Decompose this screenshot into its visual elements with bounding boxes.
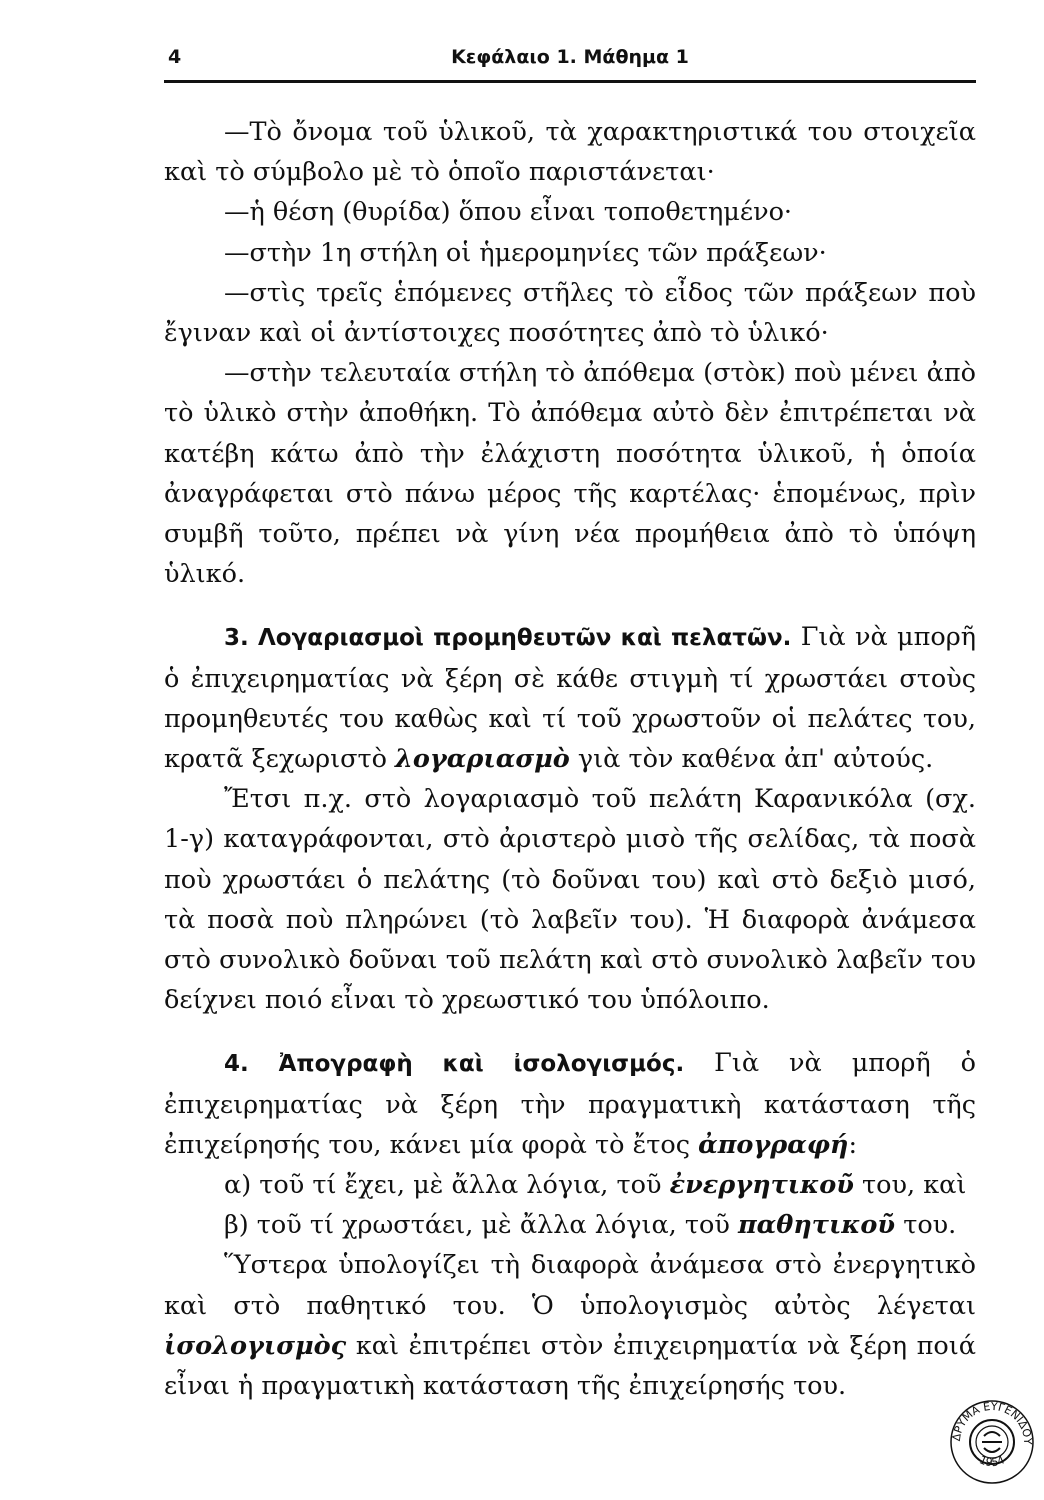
section-3-title: 3. Λογαριασμοὶ προμηθευτῶν καὶ πελατῶν. xyxy=(224,625,792,652)
paragraph-next-columns: —στὶς τρεῖς ἑπόμενες στῆλες τὸ εἶδος τῶν πράξεων ποὺ ἔγιναν καὶ οἱ ἀντίστοιχες ποσότητες ἀπὸ τὸ ὑλικό· xyxy=(164,277,976,349)
section-4-title: 4. Ἀπογραφὴ καὶ ἰσολογισμός. xyxy=(224,1051,685,1078)
paragraph-name-of-material: —Τὸ ὄνομα τοῦ ὑλικοῦ, τὰ χαρακτηριστικά του στοιχεῖα καὶ τὸ σύμβολο μὲ τὸ ὁποῖο παριστάνεται· xyxy=(164,117,976,188)
section-3-paragraph xyxy=(164,617,976,779)
section-4-text-a: Γιὰ νὰ μπορῆ ὁ ἐπιχειρηματίας νὰ ξέρη τὴν πραγματικὴ κατάσταση τῆς ἐπιχείρησής του, κάνει μία φορὰ τὸ ἔτος xyxy=(164,1048,976,1160)
header-rule xyxy=(164,80,976,83)
paragraph-first-column: —στὴν 1η στήλη οἱ ἡμερομηνίες τῶν πράξεων· xyxy=(224,237,827,268)
foundation-seal xyxy=(948,1398,1036,1486)
section-3-text-a: Γιὰ νὰ μπορῆ ὁ ἐπιχειρηματίας νὰ ξέρη σὲ κάθε στιγμὴ τί χρωστάει στοὺς προμηθευτές του καθὼς καὶ τί τοῦ χρωστοῦν οἱ πελάτες του, κρατᾶ ξεχωριστὸ xyxy=(164,622,977,775)
paragraph-position: —ἡ θέση (θυρίδα) ὅπου εἶναι τοποθετημένο· xyxy=(224,197,793,228)
running-title: Κεφάλαιο 1. Μάθημα 1 xyxy=(451,46,689,68)
paragraph-example-customer: Ἔτσι π.χ. στὸ λογαριασμὸ τοῦ πελάτη Καρανικόλα (σχ. 1-γ) καταγράφονται, στὸ ἀριστερὸ μισὸ τῆς σελίδας, τὰ ποσὰ ποὺ χρωστάει ὁ πελάτης (τὸ δοῦναι του) καὶ στὸ δεξιὸ μισό, τὰ ποσὰ ποὺ πληρώνει (τὸ λαβεῖν του). Ἡ διαφορὰ ἀνάμεσα στὸ συνολικὸ δοῦναι τοῦ πελάτη καὶ στὸ συνολικὸ λαβεῖν του δείχνει ποιό εἶναι τὸ χρεωστικό του ὑπόλοιπο. xyxy=(164,784,976,1016)
list-item-a xyxy=(164,1165,976,1205)
item-a-emphasis: ἐνεργητικοῦ xyxy=(669,1170,854,1201)
seal-icon xyxy=(948,1398,1036,1486)
body-text xyxy=(164,112,976,1406)
page-number: 4 xyxy=(168,46,182,68)
balance-emphasis: ἰσολογισμὸς xyxy=(164,1330,347,1361)
paragraph-last-column: —στὴν τελευταία στήλη τὸ ἀπόθεμα (στὸκ) ποὺ μένει ἀπὸ τὸ ὑλικὸ στὴν ἀποθήκη. Τὸ ἀπόθεμα αὐτὸ δὲν ἐπιτρέπεται νὰ κατέβη κάτω ἀπὸ τὴν ἐλάχιστη ποσότητα ὑλικοῦ, ἡ ὁποία ἀναγράφεται στὸ πάνω μέρος τῆς καρτέλας· ἑπομένως, πρὶν συμβῆ τοῦτο, πρέπει νὰ γίνη νέα προμήθεια ἀπὸ τὸ ὑπόψη ὑλικό. xyxy=(164,358,976,590)
item-b-text-a: β) τοῦ τί χρωστάει, μὲ ἄλλα λόγια, τοῦ xyxy=(224,1210,738,1241)
section-4-emphasis: ἀπογραφή xyxy=(698,1129,849,1160)
section-3-text-b: γιὰ τὸν καθένα ἀπ' αὐτούς. xyxy=(569,744,934,775)
paragraph-balance-sheet xyxy=(164,1245,976,1406)
section-4-paragraph xyxy=(164,1043,976,1165)
section-3-emphasis: λογαριασμὸ xyxy=(395,744,570,775)
seal-text: ΔΡΥΜΑ ΕΥΓΕΝΙΔΟΥ xyxy=(949,1399,1035,1445)
item-a-text-b: του, καὶ xyxy=(853,1170,967,1201)
item-b-emphasis: παθητικοῦ xyxy=(737,1210,896,1241)
section-4-text-b: : xyxy=(848,1129,858,1160)
balance-text-b: καὶ ἐπιτρέπει στὸν ἐπιχειρηματία νὰ ξέρη ποιά εἶναι ἡ πραγματικὴ κατάσταση τῆς ἐπιχείρησής του. xyxy=(164,1330,976,1402)
item-a-text-a: α) τοῦ τί ἔχει, μὲ ἄλλα λόγια, τοῦ xyxy=(224,1170,670,1201)
page-header xyxy=(164,44,976,80)
item-b-text-b: του. xyxy=(895,1210,957,1241)
balance-text-a: Ὕστερα ὑπολογίζει τὴ διαφορὰ ἀνάμεσα στὸ ἐνεργητικὸ καὶ στὸ παθητικό του. Ὁ ὑπολογισμὸς αὐτὸς λέγεται xyxy=(164,1250,976,1321)
list-item-b xyxy=(164,1205,976,1245)
seal-year: 1954 xyxy=(977,1453,1007,1470)
